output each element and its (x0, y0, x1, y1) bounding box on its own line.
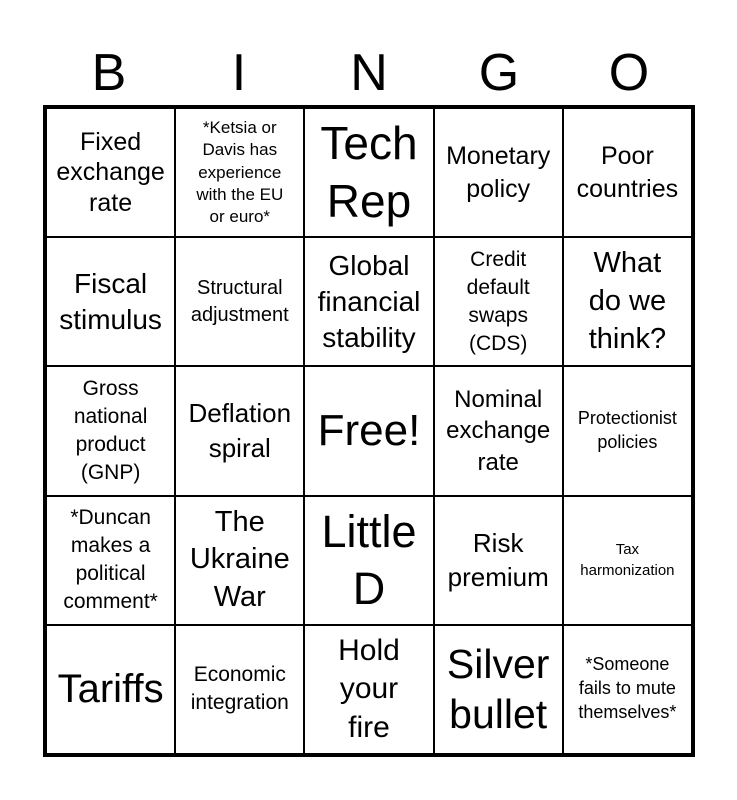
bingo-cell-label: What do we think? (588, 247, 667, 355)
bingo-cell-label: Protectionist policies (577, 408, 677, 452)
bingo-cell[interactable] (46, 237, 175, 366)
bingo-cell[interactable] (304, 496, 433, 625)
bingo-cell[interactable] (175, 625, 304, 754)
bingo-cell[interactable] (563, 625, 692, 754)
bingo-cell-label: Little D (321, 505, 417, 615)
bingo-cell-label: *Ketsia or Davis has experience with the EU or euro* (196, 118, 284, 226)
bingo-cell[interactable] (46, 108, 175, 237)
bingo-cell-label: The Ukraine War (189, 505, 290, 614)
bingo-cell-label: Fiscal stimulus (59, 267, 162, 335)
bingo-cell[interactable] (563, 237, 692, 366)
header-letter-g: G (478, 44, 520, 102)
bingo-cell-label: Risk premium (447, 527, 549, 593)
bingo-cell[interactable] (563, 496, 692, 625)
bingo-cell-label: *Someone fails to mute themselves* (578, 654, 677, 723)
bingo-cell-label: Fixed exchange rate (56, 127, 165, 217)
bingo-cell-label: Poor countries (576, 142, 679, 203)
bingo-cell[interactable] (563, 366, 692, 495)
bingo-cell-label: Tariffs (57, 667, 164, 712)
bingo-cell-label: Deflation spiral (188, 398, 292, 463)
bingo-cell[interactable] (434, 625, 563, 754)
bingo-cell[interactable] (175, 108, 304, 237)
bingo-cell[interactable] (304, 237, 433, 366)
bingo-header (44, 42, 694, 104)
bingo-cell-label: Global financial stability (317, 250, 421, 353)
bingo-cell[interactable] (175, 366, 304, 495)
bingo-cell[interactable] (563, 108, 692, 237)
bingo-cell-label: *Duncan makes a political comment* (63, 506, 158, 614)
bingo-grid (43, 105, 695, 757)
header-letter-n: N (350, 44, 388, 102)
bingo-cell-label: Gross national product (GNP) (73, 377, 148, 484)
bingo-cell[interactable] (304, 366, 433, 495)
bingo-cell[interactable] (46, 366, 175, 495)
bingo-cell[interactable] (304, 625, 433, 754)
bingo-cell[interactable] (434, 237, 563, 366)
bingo-cell-label: Credit default swaps (CDS) (466, 247, 530, 355)
bingo-cell-label: Tech Rep (320, 117, 418, 227)
bingo-cell-label: Economic integration (190, 663, 289, 715)
bingo-cell[interactable] (175, 237, 304, 366)
bingo-cell-label: Hold your fire (338, 633, 400, 744)
bingo-cell-label: Free! (317, 405, 421, 455)
bingo-cell[interactable] (434, 108, 563, 237)
bingo-cell-label: Monetary policy (446, 142, 551, 203)
bingo-cell[interactable] (304, 108, 433, 237)
bingo-cell[interactable] (46, 496, 175, 625)
bingo-cell[interactable] (175, 496, 304, 625)
bingo-cell[interactable] (434, 366, 563, 495)
bingo-cell-label: Tax harmonization (580, 541, 675, 580)
bingo-cell[interactable] (434, 496, 563, 625)
bingo-cell-label: Silver bullet (446, 641, 550, 738)
header-letter-b: B (91, 44, 127, 102)
header-letter-o: O (608, 44, 650, 102)
header-letter-i: I (231, 44, 247, 102)
bingo-cell[interactable] (46, 625, 175, 754)
bingo-cell-label: Structural adjustment (190, 276, 289, 326)
bingo-cell-label: Nominal exchange rate (446, 386, 551, 476)
